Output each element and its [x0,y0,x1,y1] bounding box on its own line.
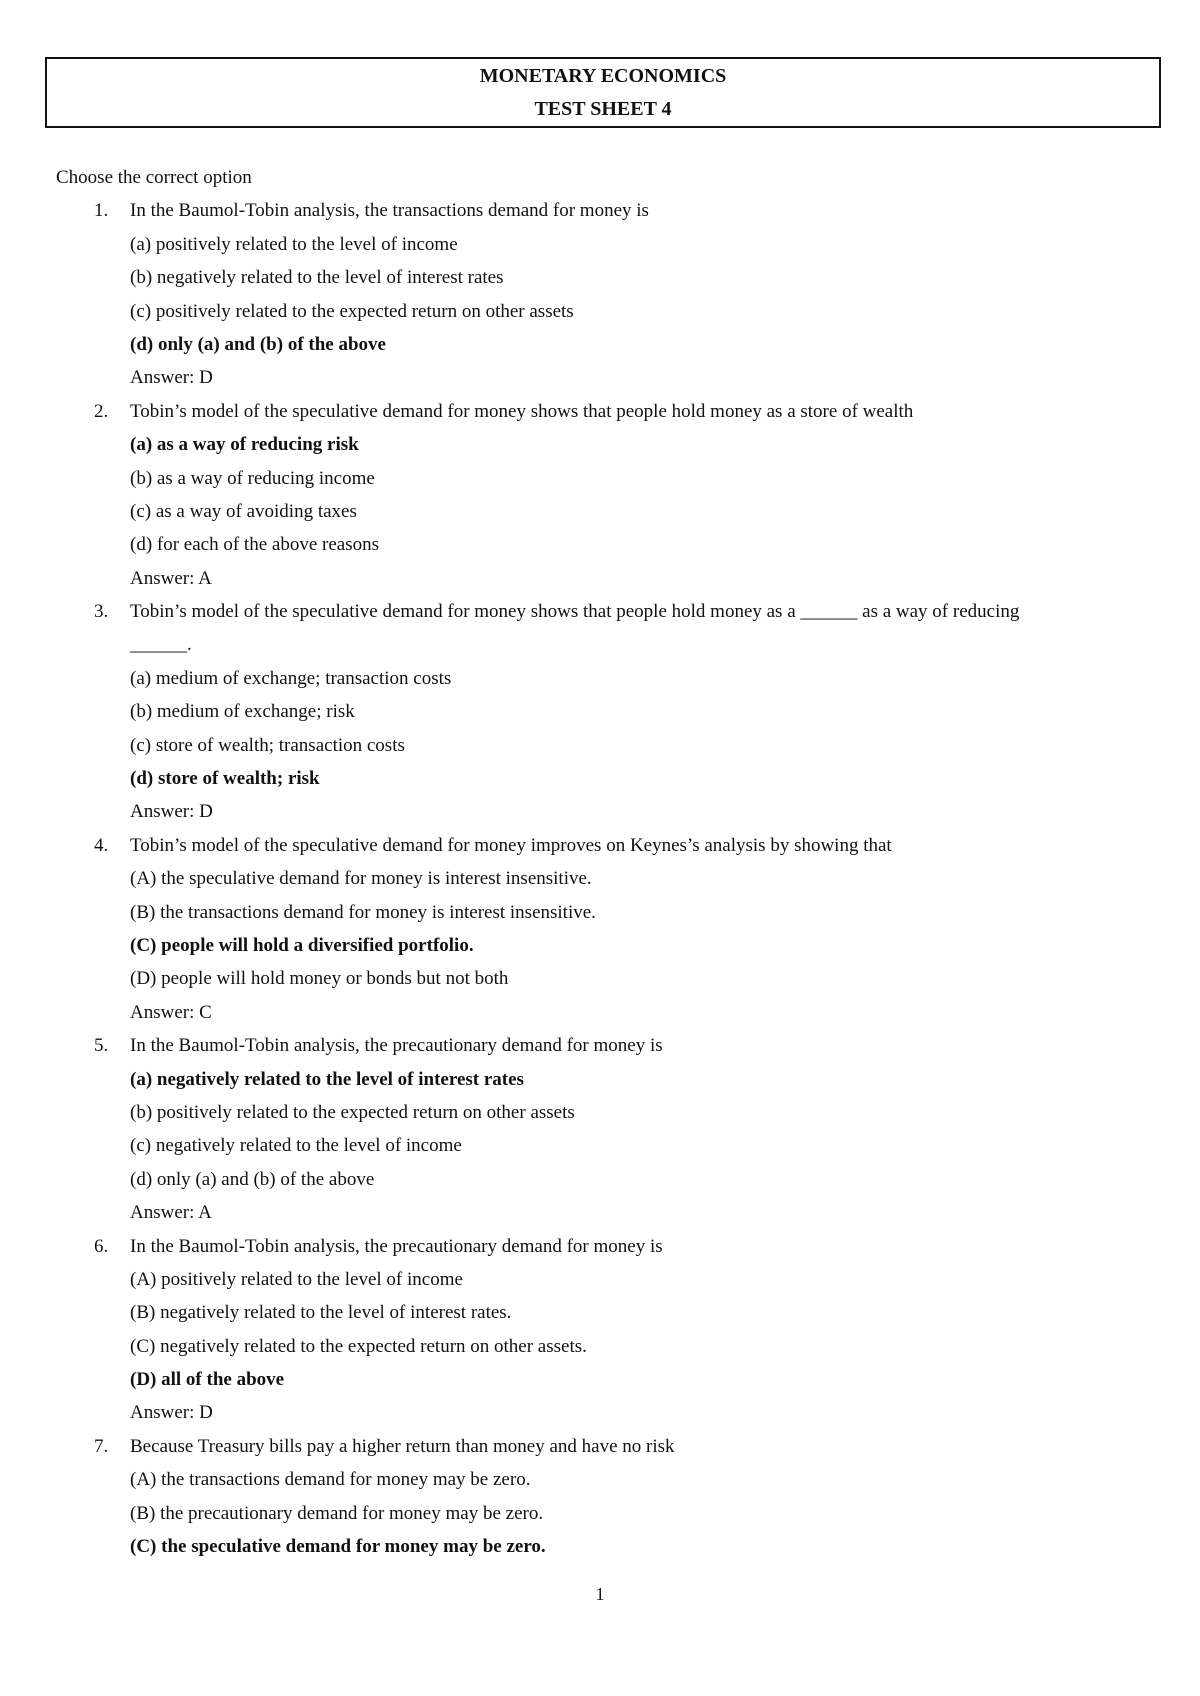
option-a: (A) the speculative demand for money is interest insensitive. [130,868,592,890]
option-d-correct: (d) only (a) and (b) of the above [130,333,386,355]
question-list [56,161,1166,1563]
question-2 [56,395,1166,428]
question-4 [56,829,1166,862]
option-c: (c) store of wealth; transaction costs [130,734,405,756]
option-a: (a) medium of exchange; transaction costs [130,667,452,689]
question-text: Tobin’s model of the speculative demand for money shows that people hold money as a ______ as a way of reducing [130,601,1020,623]
option-b: (b) positively related to the expected return on other assets [130,1101,575,1123]
question-1 [56,194,1166,227]
question-text: Because Treasury bills pay a higher return than money and have no risk [130,1435,675,1457]
instruction-text: Choose the correct option [56,167,252,188]
option-b: (B) the transactions demand for money is interest insensitive. [130,901,596,923]
option-c: (c) positively related to the expected return on other assets [130,300,574,322]
option-a: (A) positively related to the level of income [130,1268,463,1290]
answer-text: Answer: A [130,1202,212,1224]
page-number: 1 [595,1584,605,1604]
question-7 [56,1430,1166,1463]
question-3 [56,595,1166,628]
question-number: 1. [94,200,109,222]
option-c: (c) negatively related to the level of income [130,1135,462,1157]
question-text: Tobin’s model of the speculative demand for money shows that people hold money as a store of wealth [130,400,914,422]
option-b: (b) as a way of reducing income [130,467,375,489]
option-a: (a) positively related to the level of income [130,233,458,255]
option-a: (A) the transactions demand for money may be zero. [130,1469,531,1491]
question-text: In the Baumol-Tobin analysis, the precautionary demand for money is [130,1035,663,1057]
option-c: (C) negatively related to the expected return on other assets. [130,1335,587,1357]
option-a-correct: (a) as a way of reducing risk [130,434,359,456]
option-d-correct: (d) store of wealth; risk [130,768,320,790]
option-a-correct: (a) negatively related to the level of interest rates [130,1068,524,1090]
option-b: (b) negatively related to the level of interest rates [130,267,504,289]
option-d-correct: (D) all of the above [130,1369,285,1391]
answer-text: Answer: C [130,1001,212,1023]
question-text: In the Baumol-Tobin analysis, the precautionary demand for money is [130,1235,663,1257]
answer-text: Answer: A [130,567,212,589]
answer-text: Answer: D [130,1402,213,1424]
option-c-correct: (C) the speculative demand for money may be zero. [130,1536,546,1558]
option-d: (d) for each of the above reasons [130,534,379,556]
option-b: (B) the precautionary demand for money may be zero. [130,1502,544,1524]
question-text: Tobin’s model of the speculative demand for money improves on Keynes’s analysis by showing that [130,834,892,856]
question-number: 3. [94,601,109,623]
question-6 [56,1230,1166,1263]
option-c: (c) as a way of avoiding taxes [130,500,357,522]
question-text: In the Baumol-Tobin analysis, the transactions demand for money is [130,200,649,222]
option-b: (b) medium of exchange; risk [130,701,355,723]
option-b: (B) negatively related to the level of interest rates. [130,1302,512,1324]
question-5 [56,1029,1166,1062]
answer-text: Answer: D [130,367,213,389]
document-subtitle: TEST SHEET 4 [534,98,672,120]
option-c-correct: (C) people will hold a diversified portfolio. [130,934,474,956]
question-number: 4. [94,834,109,856]
option-d: (d) only (a) and (b) of the above [130,1168,375,1190]
option-d: (D) people will hold money or bonds but not both [130,968,509,990]
question-continuation: ______. [130,634,192,656]
question-number: 2. [94,400,109,422]
title-box [45,57,1161,128]
document-title: MONETARY ECONOMICS [479,65,727,87]
question-number: 7. [94,1435,109,1457]
answer-text: Answer: D [130,801,213,823]
question-number: 5. [94,1035,109,1057]
question-number: 6. [94,1235,109,1257]
